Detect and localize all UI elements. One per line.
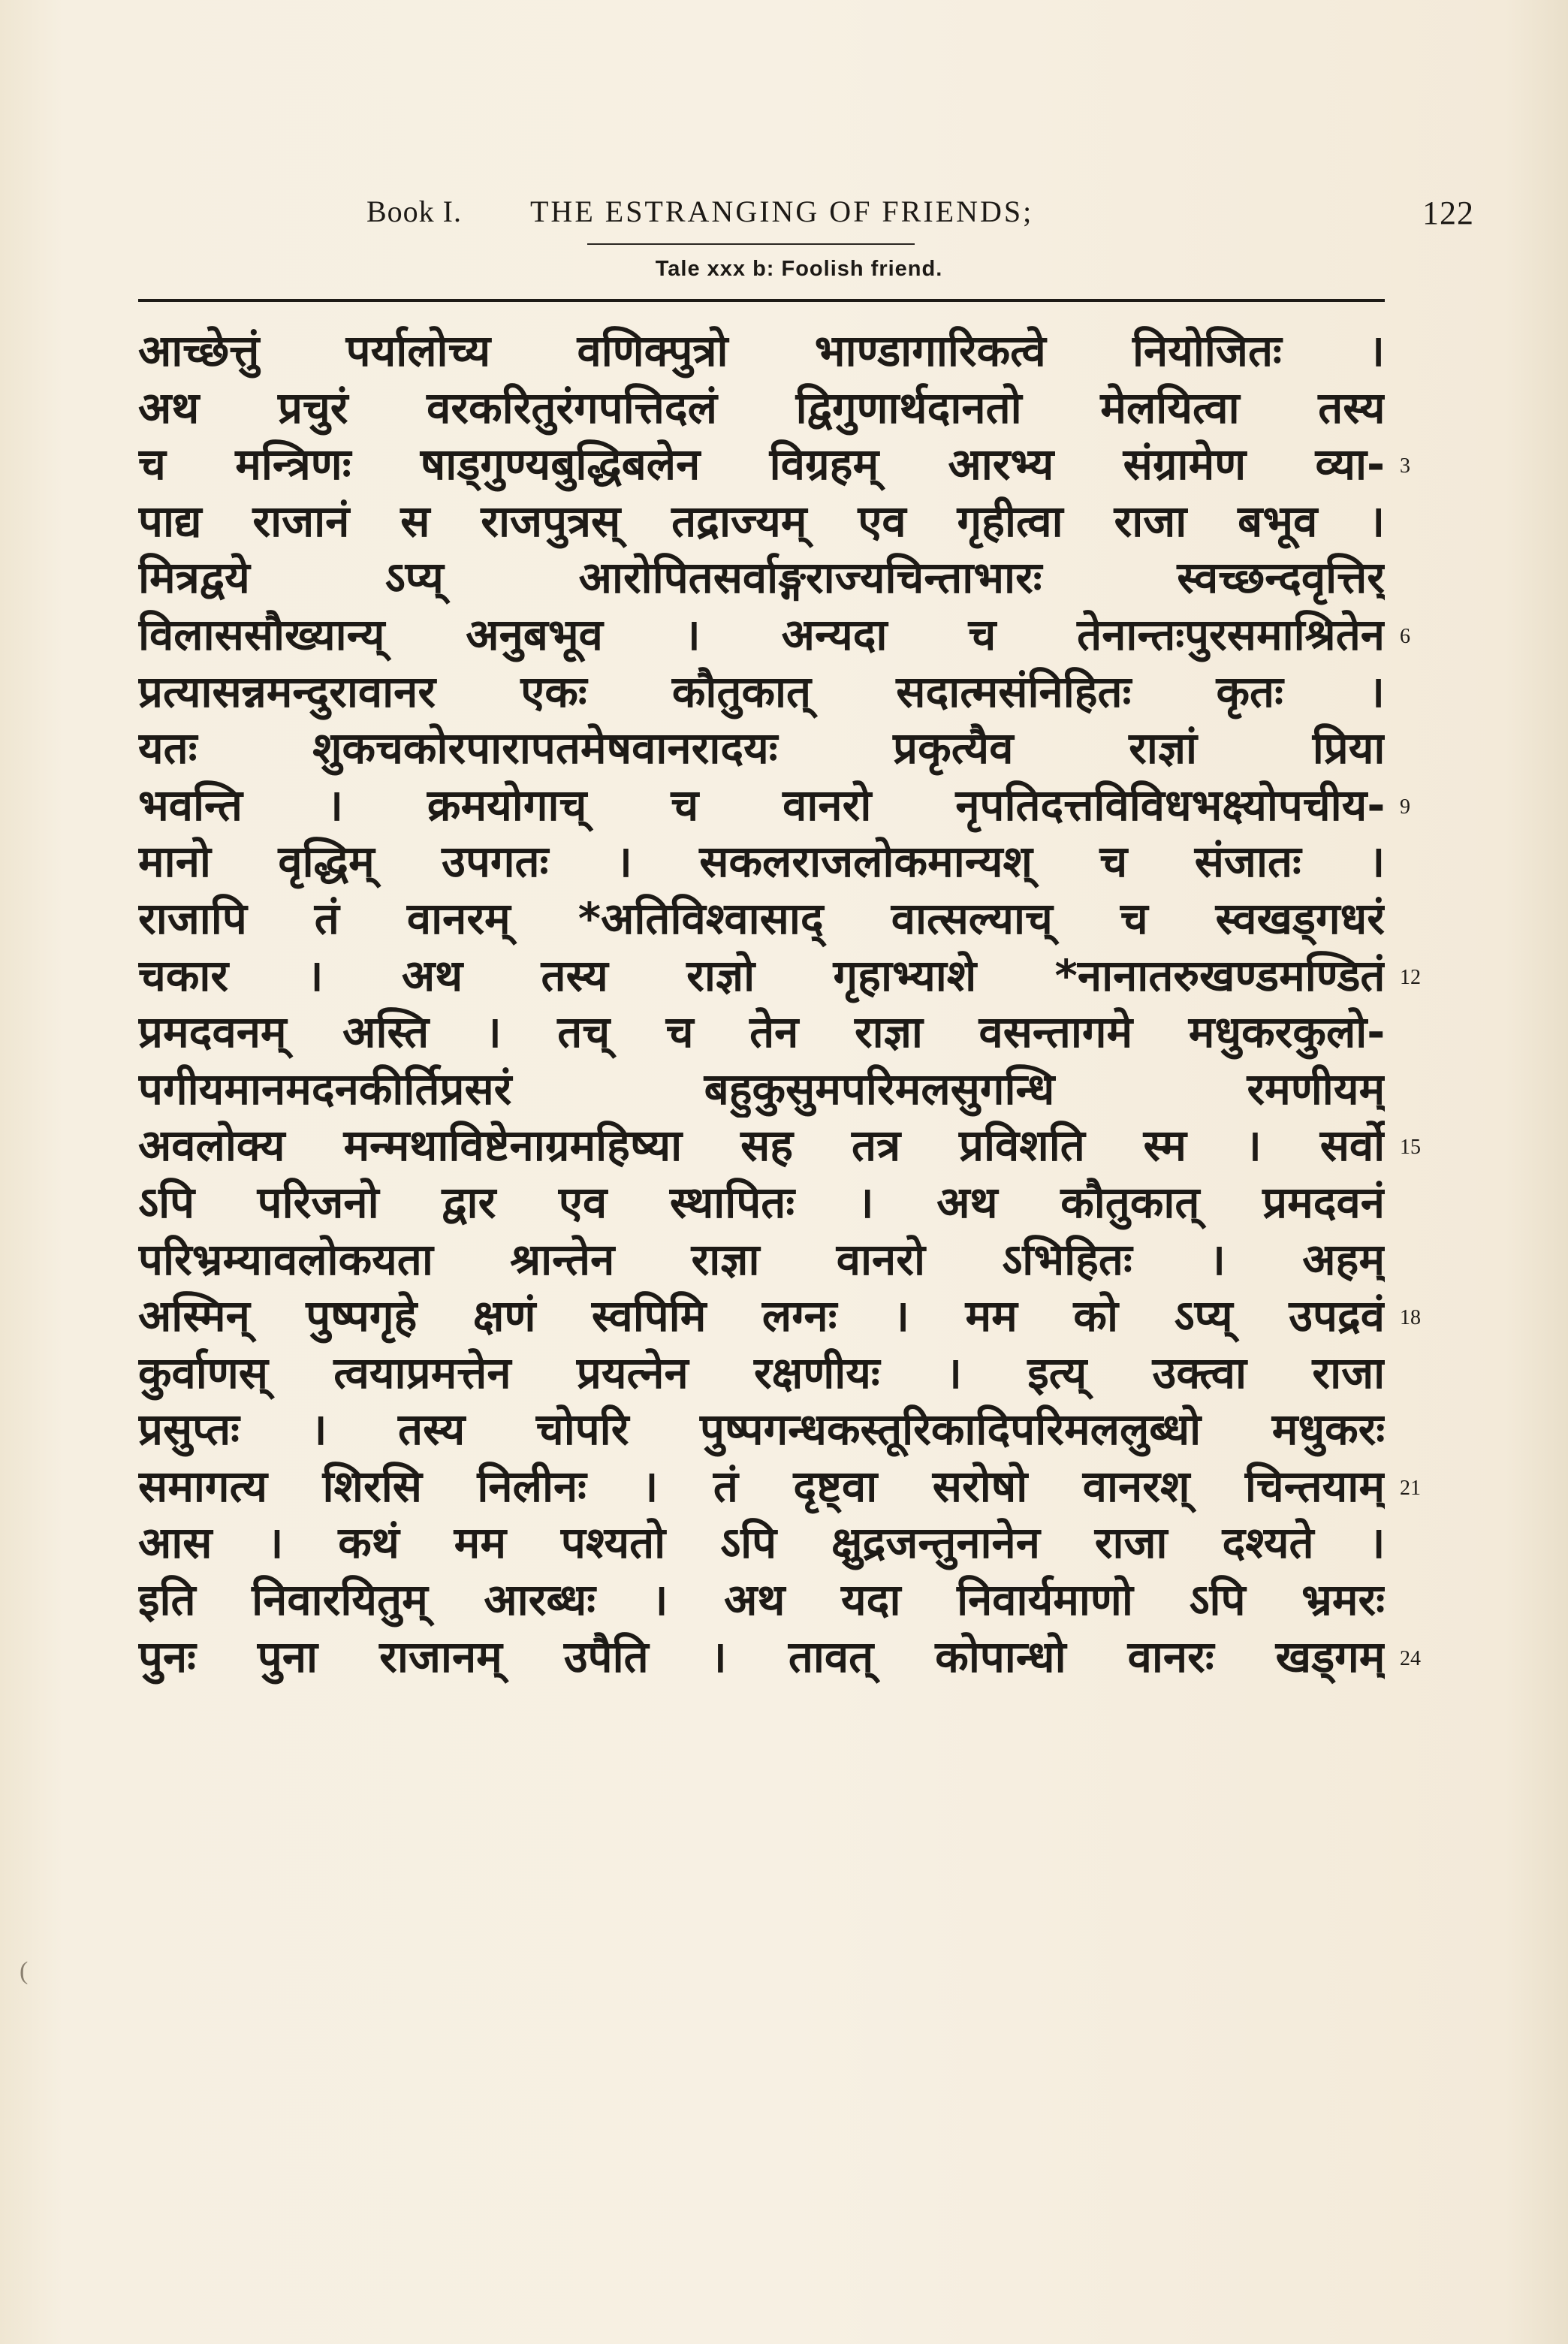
text-line: परिभ्रम्यावलोकयता श्रान्तेन राज्ञा वानरो ऽभिहितः । अहम् bbox=[138, 1233, 1385, 1285]
body-text bbox=[138, 323, 1421, 1685]
line-number: 15 bbox=[1400, 1136, 1421, 1160]
text-line: पाद्य राजानं स राजपुत्रस् तद्राज्यम् एव गृहीत्वा राजा बभूव । bbox=[138, 495, 1385, 547]
text-line: आस । कथं मम पश्यतो ऽपि क्षुद्रजन्तुनानेन राजा दश्यते । bbox=[138, 1517, 1385, 1569]
text-line: आच्छेत्तुं पर्यालोच्य वणिक्पुत्रो भाण्डागारिकत्वे नियोजितः । bbox=[138, 325, 1385, 376]
text-line: समागत्य शिरसि निलीनः । तं दृष्ट्वा सरोषो वानरश् चिन्तयाम् 21 bbox=[138, 1459, 1385, 1516]
line-number: 9 bbox=[1400, 795, 1410, 819]
chapter-title: THE ESTRANGING OF FRIENDS; bbox=[530, 195, 1034, 228]
text-line: ऽपि परिजनो द्वार एव स्थापितः । अथ कौतुकात् प्रमदवनं bbox=[138, 1176, 1385, 1228]
text-line: भवन्ति । क्रमयोगाच् च वानरो नृपतिदत्तविविधभक्ष्योपचीय- 9 bbox=[138, 777, 1385, 834]
text-line: पुनः पुना राजानम् उपैति । तावत् कोपान्धो वानरः खड्गम् 24 bbox=[138, 1629, 1385, 1686]
text-line: कुर्वाणस् त्वयाप्रमत्तेन प्रयत्नेन रक्षणीयः । इत्य् उक्त्वा राजा bbox=[138, 1347, 1385, 1398]
text-line: अथ प्रचुरं वरकरितुरंगपत्तिदलं द्विगुणार्थदानतो मेलयित्वा तस्य bbox=[138, 382, 1385, 433]
text-line: प्रत्यासन्नमन्दुरावानर एकः कौतुकात् सदात्मसंनिहितः कृतः । bbox=[138, 665, 1385, 717]
text-line: च मन्त्रिणः षाड्गुण्यबुद्धिबलेन विग्रहम् आरभ्य संग्रामेण व्या- 3 bbox=[138, 436, 1385, 493]
tale-subtitle: Tale xxx b: Foolish friend. bbox=[655, 257, 943, 281]
line-number: 21 bbox=[1400, 1476, 1421, 1500]
text-line: चकार । अथ तस्य राज्ञो गृहाभ्याशे *नानातरुखण्डमण्डितं 12 bbox=[138, 948, 1385, 1005]
text-line: विलाससौख्यान्य् अनुबभूव । अन्यदा च तेनान्तःपुरसमाश्रितेन 6 bbox=[138, 607, 1385, 664]
line-number: 3 bbox=[1400, 454, 1410, 478]
title-underline bbox=[587, 243, 915, 245]
text-line: राजापि तं वानरम् *अतिविश्वासाद् वात्सल्याच् च स्वखड्गधरं bbox=[138, 892, 1385, 944]
text-line: मानो वृद्धिम् उपगतः । सकलराजलोकमान्यश् च संजातः । bbox=[138, 836, 1385, 888]
line-number: 6 bbox=[1400, 624, 1410, 648]
page-number: 122 bbox=[1422, 195, 1474, 231]
text-line: इति निवारयितुम् आरब्धः । अथ यदा निवार्यमाणो ऽपि भ्रमरः bbox=[138, 1574, 1385, 1626]
margin-mark: ( bbox=[20, 1957, 29, 1985]
line-number: 12 bbox=[1400, 965, 1421, 989]
text-line: प्रमदवनम् अस्ति । तच् च तेन राज्ञा वसन्तागमे मधुकरकुलो- bbox=[138, 1006, 1385, 1058]
text-line: प्रसुप्तः । तस्य चोपरि पुष्पगन्धकस्तूरिकादिपरिमललुब्धो मधुकरः bbox=[138, 1404, 1385, 1456]
book-label: Book I. bbox=[366, 195, 462, 228]
line-number: 24 bbox=[1400, 1646, 1421, 1670]
text-line: अस्मिन् पुष्पगृहे क्षणं स्वपिमि लग्नः । मम को ऽप्य् उपद्रवं 18 bbox=[138, 1288, 1385, 1345]
text-line: यतः शुकचकोरपारापतमेषवानरादयः प्रकृत्यैव राज्ञां प्रिया bbox=[138, 723, 1385, 774]
text-line: पगीयमानमदनकीर्तिप्रसरं बहुकुसुमपरिमलसुगन्धि रमणीयम् bbox=[138, 1063, 1385, 1115]
text-line: अवलोक्य मन्मथाविष्टेनाग्रमहिष्या सह तत्र प्रविशति स्म । सर्वो 15 bbox=[138, 1118, 1385, 1175]
line-number: 18 bbox=[1400, 1306, 1421, 1330]
running-header bbox=[366, 194, 1474, 239]
header-rule bbox=[138, 299, 1385, 302]
text-line: मित्रद्वये ऽप्य् आरोपितसर्वाङ्गराज्यचिन्ताभारः स्वच्छन्दवृत्तिर् bbox=[138, 552, 1385, 604]
